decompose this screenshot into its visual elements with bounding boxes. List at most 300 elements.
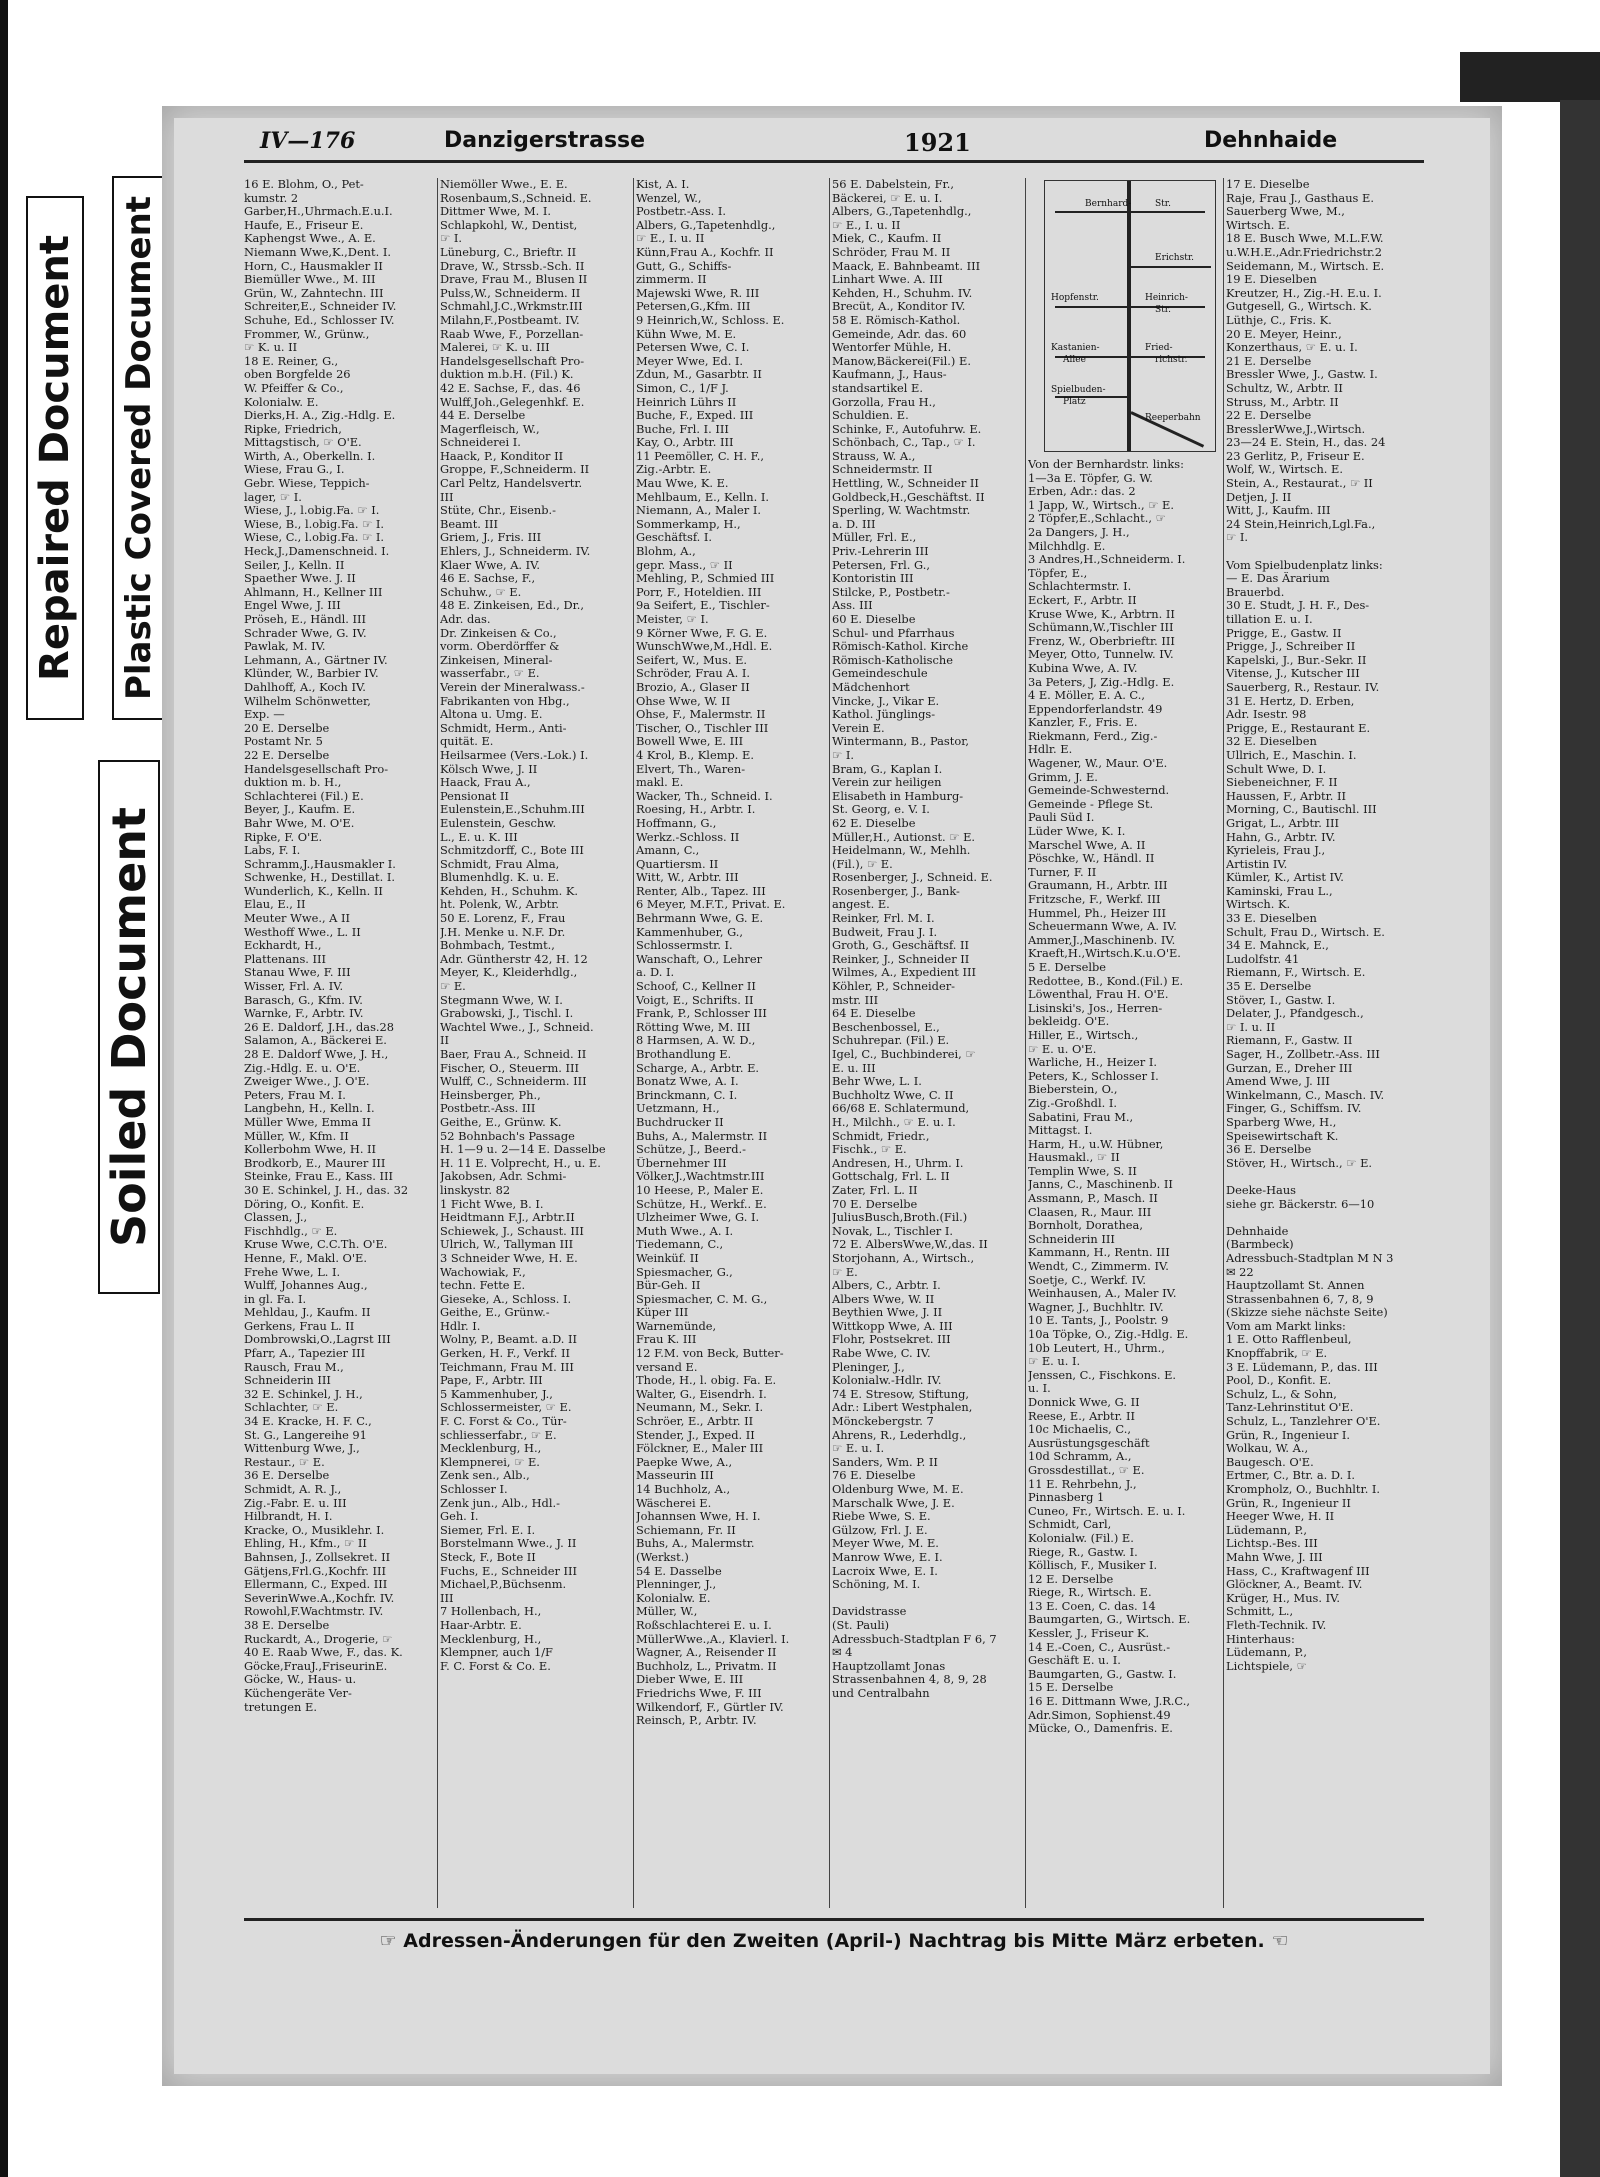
directory-entry: Schuhrepar. (Fil.) E. — [832, 1034, 950, 1048]
directory-entry: Ulzheimer Wwe, G. I. — [636, 1211, 760, 1225]
directory-entry: Klünder, W., Barbier IV. — [244, 667, 379, 681]
directory-entry: Schlachtermstr. I. — [1028, 580, 1132, 594]
directory-entry: WunschWwe,M.,Hdl. E. — [636, 640, 773, 654]
directory-entry: Roesing, H., Arbtr. I. — [636, 803, 756, 817]
directory-entry: techn. Fette E. — [440, 1279, 526, 1293]
directory-entry: Erben, Adr.: das. 2 — [1028, 485, 1136, 499]
directory-entry: Davidstrasse — [832, 1605, 907, 1619]
directory-entry: 3 Schneider Wwe, H. E. — [440, 1251, 578, 1265]
directory-entry: 58 E. Römisch-Kathol. — [832, 313, 961, 327]
directory-entry: Rosenberger, J., Schneid. E. — [832, 871, 993, 885]
directory-entry: Graumann, H., Arbtr. III — [1028, 879, 1168, 893]
directory-entry: Pawlak, M. IV. — [244, 640, 326, 654]
directory-entry: (Werkst.) — [636, 1550, 689, 1564]
directory-entry: Müller Wwe, Emma II — [244, 1115, 371, 1129]
directory-entry: Pinnasberg 1 — [1028, 1491, 1105, 1505]
directory-entry: Fabrikanten von Hbg., — [440, 694, 570, 708]
directory-entry: Tanz-Lehrinstitut O'E. — [1226, 1401, 1354, 1415]
directory-entry: Schiemann, Fr. II — [636, 1523, 736, 1537]
directory-entry: Simon, C., 1/F J. — [636, 381, 729, 395]
directory-entry: a. D. III — [832, 517, 876, 531]
directory-entry: Grün, W., Zahntechn. III — [244, 286, 384, 300]
directory-entry: Adressbuch-Stadtplan M N 3 — [1226, 1251, 1394, 1265]
directory-entry: Maack, E. Bahnbeamt. III — [832, 259, 981, 273]
directory-entry: Lacroix Wwe, E. I. — [832, 1564, 938, 1578]
directory-entry: Gerkens, Frau L. II — [244, 1319, 355, 1333]
directory-entry: Stanau Wwe, F. III — [244, 966, 351, 980]
directory-entry: Porr, F., Hoteldien. III — [636, 585, 762, 599]
directory-entry: Tiedemann, C., — [636, 1238, 724, 1252]
directory-entry: (Fil.), ☞ E. — [832, 857, 893, 871]
directory-entry: Schmitzdorff, C., Bote III — [440, 844, 584, 858]
directory-entry: Mau Wwe, K. E. — [636, 477, 729, 491]
directory-entry: Vitense, J., Kutscher III — [1226, 667, 1360, 681]
directory-entry: Zinkeisen, Mineral- — [440, 653, 553, 667]
directory-entry: Bahr Wwe, M. O'E. — [244, 816, 355, 830]
directory-entry: siehe gr. Bäckerstr. 6—10 — [1226, 1197, 1375, 1211]
column-divider — [437, 178, 438, 1908]
directory-entry: Amend Wwe, J. III — [1226, 1075, 1330, 1089]
directory-entry: Köhler, P., Schneider- — [832, 980, 955, 994]
directory-entry: St. G., Langereihe 91 — [244, 1428, 367, 1442]
map-street-label: Bernhard- — [1085, 199, 1132, 209]
directory-entry: Reinker, Frl. M. I. — [832, 912, 935, 926]
directory-entry: Pröseh, E., Händl. III — [244, 613, 367, 626]
directory-entry: Zig.-Hdlg. E. u. O'E. — [244, 1061, 361, 1075]
directory-entry: Artistin IV. — [1226, 857, 1288, 871]
map-street-line — [1055, 306, 1205, 308]
directory-entry: Stegmann Wwe, W. I. — [440, 993, 563, 1007]
directory-entry: Schütze, H., Werkf.. E. — [636, 1197, 767, 1211]
directory-entry: Hilbrandt, H. I. — [244, 1510, 333, 1524]
directory-entry: Haussen, F., Arbtr. II — [1226, 789, 1347, 803]
directory-entry: 32 E. Schinkel, J. H., — [244, 1387, 363, 1401]
directory-entry: 10d Schramm, A., — [1028, 1450, 1132, 1464]
directory-entry: Albers, C., Arbtr. I. — [832, 1279, 941, 1293]
directory-entry: Postbetr.-Ass. I. — [636, 205, 727, 219]
map-street-line — [1127, 181, 1131, 451]
directory-entry: Pöschke, W., Händl. II — [1028, 852, 1155, 866]
directory-entry: Sager, H., Zollbetr.-Ass. III — [1226, 1048, 1380, 1061]
directory-entry: Heidtmann F.J., Arbtr.II — [440, 1211, 575, 1225]
directory-entry: Siemer, Frl. E. I. — [440, 1523, 536, 1537]
directory-entry: Schröer, E., Arbtr. II — [636, 1415, 754, 1429]
directory-entry: Henne, F., Makl. O'E. — [244, 1251, 367, 1265]
directory-entry: Budweit, Frau J. I. — [832, 925, 938, 939]
directory-entry: Renter, Alb., Tapez. III — [636, 884, 766, 898]
directory-entry: Gerken, H. F., Verkf. II — [440, 1347, 570, 1361]
directory-entry: Kraeft,H.,Wirtsch.K.u.O'E. — [1028, 947, 1181, 961]
directory-entry: ☞ E. — [440, 980, 466, 994]
directory-entry: 44 E. Derselbe — [440, 409, 526, 423]
directory-entry: Von der Bernhardstr. links: — [1028, 458, 1184, 471]
directory-entry: Kubina Wwe, A. IV. — [1028, 661, 1138, 675]
directory-entry: Warnke, F., Arbtr. IV. — [244, 1007, 364, 1021]
directory-entry: Gemeinde, Adr. das. 60 — [832, 327, 967, 341]
directory-entry: Salamon, A., Bäckerei E. — [244, 1034, 387, 1048]
directory-entry: 32 E. Dieselben — [1226, 735, 1317, 749]
directory-entry: Mahn Wwe, J. III — [1226, 1550, 1323, 1564]
directory-entry: Altona u. Umg. E. — [440, 708, 543, 722]
directory-entry: Mecklenburg, H., — [440, 1632, 542, 1646]
directory-entry: Frau K. III — [636, 1333, 697, 1347]
directory-entry: 23 Gerlitz, P., Friseur E. — [1226, 449, 1365, 463]
directory-entry: Schulz, L., & Sohn, — [1226, 1387, 1337, 1401]
directory-entry: (St. Pauli) — [832, 1618, 890, 1632]
directory-entry: Sommerkamp, H., — [636, 517, 741, 531]
directory-entry: Schulz, L., Tanzlehrer O'E. — [1226, 1415, 1381, 1429]
directory-entry: Eckhardt, H., — [244, 939, 322, 953]
directory-entry: Frank, P., Schlosser III — [636, 1007, 767, 1021]
directory-entry: Kolonialw.-Hdlr. IV. — [832, 1374, 942, 1388]
directory-entry: 1 Ficht Wwe, B. I. — [440, 1197, 544, 1211]
directory-entry: Ruckardt, A., Drogerie, ☞ — [244, 1632, 393, 1646]
directory-entry: Zdun, M., Gasarbtr. II — [636, 368, 762, 382]
directory-entry: Lisinski's, Jos., Herren- — [1028, 1001, 1163, 1015]
directory-entry: SeverinWwe.A.,Kochfr. IV. — [244, 1591, 395, 1605]
directory-entry: Buhs, A., Malermstr. — [636, 1537, 755, 1551]
directory-entry: Jakobsen, Adr. Schmi- — [440, 1170, 567, 1184]
directory-entry: Bohmbach, Testmt., — [440, 939, 555, 953]
directory-entry: Lüneburg, C., Brieftr. II — [440, 245, 577, 259]
directory-entry: Mehlbaum, E., Kelln. I. — [636, 490, 769, 504]
directory-entry — [1226, 1211, 1424, 1225]
directory-entry: Hausmakl., ☞ II — [1028, 1151, 1120, 1165]
directory-entry: Pleninger, J., — [832, 1360, 905, 1374]
directory-entry: Fölckner, E., Maler III — [636, 1442, 764, 1456]
directory-entry: Magerfleisch, W., — [440, 422, 540, 436]
directory-entry: Kathol. Jünglings- — [832, 708, 936, 722]
directory-entry: Baer, Frau A., Schneid. II — [440, 1048, 587, 1061]
directory-entry: Ellermann, C., Exped. III — [244, 1578, 388, 1592]
map-street-label: Hopfenstr. — [1051, 293, 1099, 303]
directory-entry: Plenninger, J., — [636, 1578, 717, 1592]
directory-entry: Ohse Wwe, W. II — [636, 694, 731, 708]
directory-entry: Teichmann, Frau M. III — [440, 1360, 574, 1374]
directory-entry: Oldenburg Wwe, M. E. — [832, 1483, 964, 1496]
directory-entry: Scheuermann Wwe, A. IV. — [1028, 920, 1177, 934]
directory-entry: Reese, E., Arbtr. II — [1028, 1409, 1136, 1423]
directory-entry: Assmann, P., Masch. II — [1028, 1192, 1158, 1206]
directory-entry: Handelsgesellschaft Pro- — [440, 354, 585, 368]
directory-entry: Petersen, Frl. G., — [832, 558, 930, 572]
directory-entry: Ripke, Friedrich, — [244, 422, 342, 436]
directory-entry: Lüder Wwe, K. I. — [1028, 825, 1126, 839]
directory-entry: Ulrich, W., Tallyman III — [440, 1238, 574, 1252]
directory-entry: H. 1—9 u. 2—14 E. Dasselbe — [440, 1143, 606, 1157]
directory-entry: 1 E. Otto Rafflenbeul, — [1226, 1333, 1352, 1347]
directory-entry: Meyer, K., Kleiderhdlg., — [440, 966, 578, 980]
directory-entry: Miek, C., Kaufm. II — [832, 232, 942, 246]
directory-entry: Westhoff Wwe., L. II — [244, 925, 361, 939]
header-street: Danzigerstrasse — [444, 128, 646, 153]
directory-entry: 2a Dangers, J. H., — [1028, 525, 1130, 539]
directory-entry: Rötting Wwe, M. III — [636, 1020, 751, 1034]
directory-entry: Wenzel, W., — [636, 191, 702, 205]
directory-entry: Steinke, Frau E., Kass. III — [244, 1170, 393, 1184]
directory-entry: Geschäftsf. I. — [636, 531, 713, 545]
directory-entry: a. D. I. — [636, 966, 675, 980]
directory-entry: Adr. das. — [440, 613, 491, 626]
directory-entry: 12 E. Derselbe — [1028, 1572, 1114, 1586]
directory-entry: 9a Seifert, E., Tischler- — [636, 599, 770, 613]
scan-border-right — [1560, 100, 1600, 2177]
directory-entry: Konzerthaus, ☞ E. u. I. — [1226, 341, 1358, 355]
directory-entry: duktion m.b.H. (Fil.) K. — [440, 368, 574, 382]
directory-entry: Garber,H.,Uhrmach.E.u.I. — [244, 205, 393, 219]
page-number: IV—176 — [260, 128, 356, 154]
directory-entry: Krüger, H., Mus. IV. — [1226, 1591, 1340, 1605]
directory-entry: Zig.-Arbtr. E. — [636, 463, 712, 477]
directory-entry: 40 E. Raab Wwe, F., das. K. — [244, 1646, 403, 1660]
directory-entry: Wäscherei E. — [636, 1496, 712, 1510]
directory-entry: Müller, W., Kfm. II — [244, 1129, 349, 1143]
directory-entry: Buche, F., Exped. III — [636, 409, 754, 423]
directory-entry: Sperling, W. Wachtmstr. — [832, 504, 971, 518]
directory-entry: bekleidg. O'E. — [1028, 1015, 1110, 1029]
directory-entry: Wirtsch. E. — [1226, 218, 1290, 232]
directory-entry: Prigge, E., Gastw. II — [1226, 626, 1342, 640]
directory-entry: Behr Wwe, L. I. — [832, 1075, 922, 1089]
directory-entry: Hinterhaus: — [1226, 1632, 1295, 1646]
directory-entry: Schneidermstr. II — [832, 463, 933, 477]
directory-entry: Göcke, W., Haus- u. — [244, 1673, 357, 1687]
directory-entry: Schmidt, A. R. J., — [244, 1483, 342, 1496]
directory-entry: Kay, O., Arbtr. III — [636, 436, 734, 450]
directory-entry: Wagner, A., Reisender II — [636, 1646, 777, 1660]
directory-entry: Majewski Wwe, R. III — [636, 286, 760, 300]
directory-entry: lager, ☞ I. — [244, 490, 302, 504]
column-divider — [633, 178, 634, 1908]
directory-entry: Schoof, C., Kellner II — [636, 980, 756, 994]
directory-entry: 1 Japp, W., Wirtsch., ☞ E. — [1028, 498, 1174, 512]
directory-entry: Rosenberger, J., Bank- — [832, 884, 960, 898]
directory-entry: Kreutzer, H., Zig.-H. E.u. I. — [1226, 286, 1382, 300]
directory-entry: ☞ I. — [1226, 531, 1248, 545]
directory-entry: Postamt Nr. 5 — [244, 735, 323, 749]
directory-entry: Müller, W., — [636, 1605, 698, 1619]
directory-entry: Petersen Wwe, C. I. — [636, 341, 750, 355]
directory-entry: Delater, J., Pfandgesch., — [1226, 1007, 1364, 1021]
directory-entry: Rowohl,F.Wachtmstr. IV. — [244, 1605, 384, 1619]
footer-rule — [244, 1918, 1424, 1921]
directory-entry: Linhart Wwe. A. III — [832, 273, 943, 287]
directory-entry: Wittkopp Wwe, A. III — [832, 1319, 953, 1333]
directory-entry: F. C. Forst & Co., Tür- — [440, 1415, 567, 1429]
directory-entry: Heinsberger, Ph., — [440, 1088, 541, 1102]
directory-entry: Janns, C., Maschinenb. II — [1028, 1178, 1173, 1192]
directory-entry: schliesserfabr., ☞ E. — [440, 1428, 557, 1442]
directory-entry: Beschenbossel, E., — [832, 1020, 940, 1034]
directory-entry: Sabatini, Frau M., — [1028, 1110, 1134, 1124]
directory-entry: Hdlr. I. — [440, 1319, 481, 1333]
directory-entry: Klaer Wwe, A. IV. — [440, 558, 541, 572]
directory-entry: Wulff, Johannes Aug., — [244, 1279, 368, 1293]
directory-entry: 36 E. Derselbe — [1226, 1143, 1312, 1157]
directory-entry: Sauerberg, R., Restaur. IV. — [1226, 680, 1380, 694]
directory-entry: Müller,H., Autionst. ☞ E. — [832, 830, 976, 844]
column-divider — [1223, 178, 1224, 1908]
directory-entry: Milchhdlg. E. — [1028, 539, 1106, 553]
directory-entry: gepr. Mass., ☞ II — [636, 558, 733, 572]
directory-entry: Schiewek, J., Schaust. III — [440, 1224, 584, 1238]
column-3 — [636, 178, 822, 1908]
directory-entry: Kehden, H., Schuhm. K. — [440, 884, 579, 898]
directory-entry: Siebeneichner, F. II — [1226, 776, 1338, 790]
directory-entry: Töpfer, E., — [1028, 566, 1088, 580]
directory-entry: Haar-Arbtr. E. — [440, 1618, 522, 1632]
directory-entry: Schröder, Frau M. II — [832, 245, 951, 259]
directory-entry: Bür-Geh. II — [636, 1279, 701, 1293]
directory-entry: 2 Töpfer,E.,Schlacht., ☞ — [1028, 512, 1166, 526]
directory-entry: Schrader Wwe, G. IV. — [244, 626, 367, 640]
directory-entry: Lehmann, A., Gärtner IV. — [244, 653, 388, 667]
directory-entry: Barasch, G., Kfm. IV. — [244, 993, 363, 1007]
directory-entry: Riege, R., Gastw. I. — [1028, 1545, 1138, 1559]
directory-entry: Haufe, E., Friseur E. — [244, 218, 364, 232]
directory-entry: JuliusBusch,Broth.(Fil.) — [832, 1211, 968, 1225]
directory-entry: Niemann, A., Maler I. — [636, 504, 761, 518]
directory-entry: Schmidt, Frau Alma, — [440, 857, 560, 871]
directory-entry: linskystr. 82 — [440, 1183, 511, 1197]
directory-entry: Thode, H., l. obig. Fa. E. — [636, 1374, 777, 1388]
directory-entry: Gutt, G., Schiffs- — [636, 259, 732, 273]
directory-entry: Albers, G.,Tapetenhdlg., — [832, 205, 972, 219]
plastic-label: Plastic Covered Document — [119, 195, 160, 701]
directory-entry: Pape, F., Arbtr. III — [440, 1374, 543, 1388]
directory-entry: Manrow Wwe, E. I. — [832, 1550, 943, 1564]
directory-entry: 18 E. Reiner, G., — [244, 354, 339, 368]
directory-entry: Hahn, G., Arbtr. IV. — [1226, 830, 1336, 844]
directory-entry: Behrmann Wwe, G. E. — [636, 912, 764, 926]
directory-entry: Kaminski, Frau L., — [1226, 884, 1333, 898]
directory-entry: Heidelmann, W., Mehlh. — [832, 844, 971, 858]
directory-entry: Drave, W., Strssb.-Sch. II — [440, 259, 585, 273]
directory-entry: Löwenthal, Frau H. O'E. — [1028, 988, 1169, 1002]
directory-entry: Völker,J.,Wachtmstr.III — [636, 1170, 765, 1184]
directory-entry: Speisewirtschaft K. — [1226, 1129, 1339, 1143]
directory-entry: 3a Peters, J, Zig.-Hdlg. E. — [1028, 675, 1175, 689]
directory-entry: 6 Meyer, M.F.T., Privat. E. — [636, 898, 786, 912]
directory-entry: II — [440, 1034, 449, 1048]
directory-entry: Gülzow, Frl. J. E. — [832, 1523, 928, 1537]
directory-entry: Brothandlung E. — [636, 1048, 732, 1061]
directory-entry: Fischhdlg., ☞ E. — [244, 1224, 338, 1238]
directory-entry: Hauptzollamt Jonas — [832, 1659, 946, 1673]
directory-entry: Kaufmann, J., Haus- — [832, 368, 947, 382]
directory-entry: Borstelmann Wwe., J. II — [440, 1537, 577, 1551]
directory-entry: Buhs, A., Malermstr. II — [636, 1129, 768, 1143]
directory-entry: Kümler, K., Artist IV. — [1226, 871, 1344, 885]
directory-entry: Soetje, C., Werkf. IV. — [1028, 1273, 1146, 1287]
directory-entry: Morning, C., Bautischl. III — [1226, 803, 1377, 817]
directory-entry: Wirth, A., Oberkelln. I. — [244, 449, 376, 463]
map-street-label: Platz — [1063, 397, 1086, 407]
directory-entry: Geithe, E., Grünw. K. — [440, 1115, 562, 1129]
directory-entry: Pensionat II — [440, 789, 509, 803]
directory-entry: Schuhe, Ed., Schlosser IV. — [244, 313, 395, 327]
directory-entry: 26 E. Daldorf, J.H., das.28 — [244, 1020, 395, 1034]
directory-entry: Niemöller Wwe., E. E. — [440, 178, 568, 191]
directory-entry: Marschel Wwe, A. II — [1028, 838, 1146, 852]
directory-entry: 34 E. Kracke, H. F. C., — [244, 1415, 372, 1429]
directory-entry: — E. Das Ärarium — [1226, 572, 1330, 586]
directory-entry: u. I. — [1028, 1382, 1051, 1396]
directory-entry: Verein zur heiligen — [832, 776, 942, 790]
directory-entry: Hoffmann, G., — [636, 816, 717, 830]
directory-entry: oben Borgfelde 26 — [244, 368, 351, 382]
directory-entry: Schümann,W.,Tischler III — [1028, 621, 1174, 635]
header-year: 1921 — [904, 128, 971, 157]
directory-entry: E. u. III — [832, 1061, 876, 1075]
directory-entry: BresslerWwe,J.,Wirtsch. — [1226, 422, 1366, 436]
footer-text: Adressen-Änderungen für den Zweiten (April-) Nachtrag bis Mitte März erbeten. — [403, 1930, 1265, 1952]
map-street-label: Spielbuden- — [1051, 385, 1106, 395]
directory-entry: ☞ I. — [440, 232, 462, 246]
directory-entry: Brecüt, A., Konditor IV. — [832, 300, 966, 314]
directory-entry: 10b Leutert, H., Uhrm., — [1028, 1341, 1165, 1355]
directory-entry: Baumgarten, G., Wirtsch. E. — [1028, 1613, 1191, 1627]
directory-entry: kumstr. 2 — [244, 191, 299, 205]
map-street-label: Allee — [1063, 355, 1086, 365]
directory-entry: 7 Hollenbach, H., — [440, 1605, 542, 1619]
directory-entry: 10 Heese, P., Maler E. — [636, 1183, 764, 1197]
directory-entry: makl. E. — [636, 776, 684, 790]
directory-entry: ☞ E., I. u. II — [832, 218, 901, 232]
directory-entry: 17 E. Dieselbe — [1226, 178, 1310, 191]
column-6 — [1226, 178, 1424, 1908]
directory-entry: Geschäft E. u. I. — [1028, 1654, 1121, 1668]
directory-entry: Gemeindeschule — [832, 667, 928, 681]
directory-entry: duktion m. b. H., — [244, 776, 342, 790]
directory-entry: 19 E. Dieselben — [1226, 273, 1317, 287]
directory-entry: 4 E. Möller, E. A. C., — [1028, 689, 1145, 703]
directory-entry: Mädchenhort — [832, 680, 910, 694]
directory-entry: ☞ I. u. II — [1226, 1020, 1276, 1034]
directory-entry: Seiler, J., Kelln. II — [244, 558, 345, 572]
directory-entry: Künn,Frau A., Kochfr. II — [636, 245, 774, 259]
directory-entry: ✉ 4 — [832, 1646, 853, 1660]
directory-entry: Claasen, R., Maur. III — [1028, 1205, 1152, 1219]
column-1 — [244, 178, 430, 1908]
directory-entry: Carl Peltz, Handelsvertr. — [440, 477, 583, 491]
directory-entry: Prigge, J., Schreiber II — [1226, 640, 1356, 654]
directory-entry: tretungen E. — [244, 1700, 317, 1714]
directory-entry: Warliche, H., Heizer I. — [1028, 1056, 1157, 1070]
directory-entry: Meyer Wwe, Ed. I. — [636, 354, 744, 368]
directory-entry: Schramm,J.,Hausmakler I. — [244, 857, 396, 871]
directory-entry: Tischer, O., Tischler III — [636, 721, 769, 735]
map-street-label: Kastanien- — [1051, 343, 1100, 353]
directory-entry: Wiese, J., l.obig.Fa. ☞ I. — [244, 504, 380, 518]
directory-entry: Schröder, Frau A. I. — [636, 667, 750, 681]
directory-entry: Wachtel Wwe., J., Schneid. — [440, 1020, 594, 1034]
directory-entry: Brinckmann, C. I. — [636, 1088, 738, 1102]
directory-entry: Schlosser I. — [440, 1483, 508, 1496]
directory-entry: Ripke, F. O'E. — [244, 830, 323, 844]
directory-entry: Manow,Bäckerei(Fil.) E. — [832, 354, 971, 368]
directory-entry: 1—3a E. Töpfer, G. W. — [1028, 471, 1153, 485]
directory-entry: Göcke,FrauJ.,FriseurinE. — [244, 1659, 388, 1673]
directory-entry: III — [440, 1591, 454, 1605]
plastic-covered-tag — [112, 176, 166, 720]
directory-page — [162, 106, 1502, 2086]
directory-entry: Steck, F., Bote II — [440, 1550, 536, 1564]
directory-entry: Grabowski, J., Tischl. I. — [440, 1007, 574, 1021]
directory-entry: ☞ E., I. u. II — [636, 232, 705, 246]
directory-entry: Albers, G.,Tapetenhdlg., — [636, 218, 776, 232]
directory-entry: 12 F.M. von Beck, Butter- — [636, 1347, 784, 1361]
